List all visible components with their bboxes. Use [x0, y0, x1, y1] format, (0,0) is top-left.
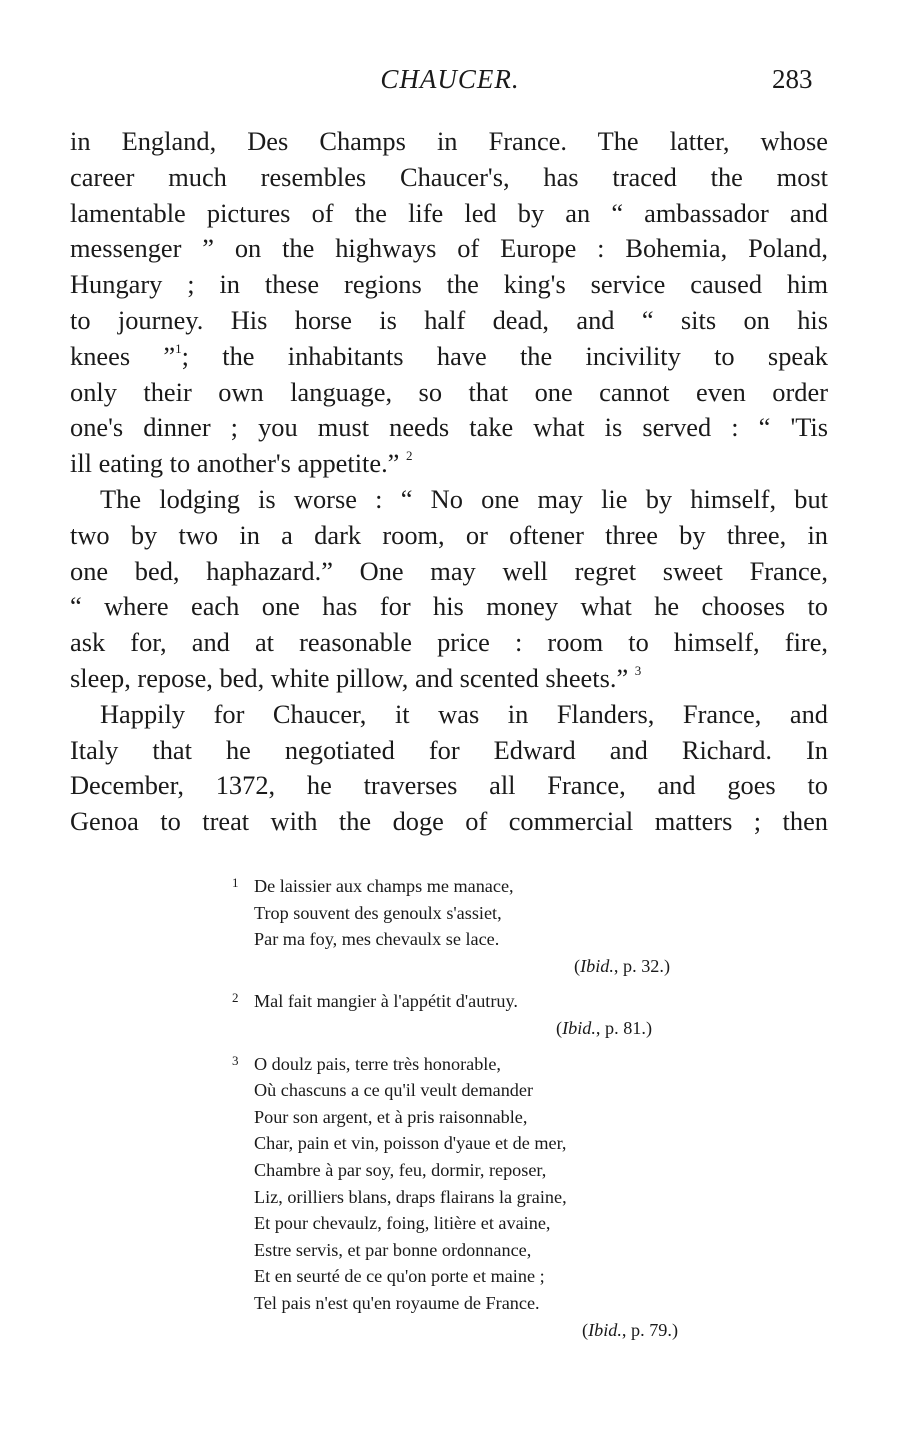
footnote-verse-line: Estre servis, et par bonne ordonnance, — [254, 1239, 532, 1260]
footnote-verse-line: Trop souvent des genoulx s'assiet, — [254, 902, 502, 923]
body-line-part: sleep, repose, bed, white pillow, and scented sheets.” — [70, 662, 629, 693]
footnote-citation — [232, 1317, 682, 1344]
cite-ibid: Ibid. — [562, 1017, 596, 1038]
footnote-2 — [232, 985, 682, 1041]
footnote-1 — [232, 870, 682, 979]
footnote-verse-line: Et en seurté de ce qu'on porte et maine ; — [254, 1266, 545, 1287]
footnote-verse-line: Tel pais n'est qu'en royaume de France. — [254, 1292, 540, 1313]
body-line: December, 1372, he traverses all France, and goes to — [70, 770, 828, 801]
paragraph-start-line: Happily for Chaucer, it was in Flanders, France, and — [100, 698, 828, 729]
footnotes — [232, 870, 682, 1349]
footnote-verse-line: Chambre à par soy, feu, dormir, reposer, — [254, 1159, 547, 1180]
footnote-citation — [232, 1015, 682, 1042]
footnote-verse-text: Mal fait mangier à l'appétit d'autruy. — [254, 991, 518, 1012]
footnote-citation — [232, 953, 682, 980]
cite-rest: , p. 81.) — [595, 1017, 652, 1038]
body-line: career much resembles Chaucer's, has traced the most — [70, 161, 828, 192]
footnote-verse-line: Et pour chevaulz, foing, litière et avaine, — [254, 1213, 551, 1234]
cite-rest: , p. 79.) — [621, 1319, 678, 1340]
cite-rest: , p. 32.) — [613, 955, 670, 976]
body-line — [70, 661, 828, 697]
body-line: ask for, and at reasonable price : room to himself, fire, — [70, 627, 828, 658]
body-line — [70, 446, 828, 482]
running-title: CHAUCER. — [380, 64, 520, 94]
footnote-mark: 2 — [232, 990, 239, 1006]
footnote-verse-line — [232, 985, 682, 1015]
footnote-verse-line: Pour son argent, et à pris raisonnable, — [254, 1106, 528, 1127]
body-line-part: knees ” — [70, 340, 176, 371]
body-line — [70, 339, 828, 375]
body-line: to journey. His horse is half dead, and “ sits on his — [70, 304, 828, 335]
cite-open: ( — [582, 1319, 589, 1340]
footnote-mark: 1 — [232, 875, 239, 890]
footnote-verse-line: Liz, orilliers blans, draps flairans la graine, — [254, 1186, 567, 1207]
body-line: only their own language, so that one cannot even order — [70, 376, 828, 407]
cite-open: ( — [574, 955, 581, 976]
footnote-verse-line — [232, 870, 682, 900]
footnote-3 — [232, 1048, 682, 1344]
body-line: one's dinner ; you must needs take what is served : “ 'Tis — [70, 412, 828, 443]
footnote-verse-line: Par ma foy, mes chevaulx se lace. — [254, 929, 500, 950]
body-line: messenger ” on the highways of Europe : Bohemia, Poland, — [70, 233, 828, 264]
cite-ibid: Ibid. — [588, 1319, 622, 1340]
body-line: in England, Des Champs in France. The latter, whose — [70, 126, 828, 156]
footnote-verse-line: Où chascuns a ce qu'il veult demander — [254, 1080, 534, 1101]
footnote-verse-text: De laissier aux champs me manace, — [254, 876, 514, 896]
body-line: “ where each one has for his money what he chooses to — [70, 591, 828, 622]
body-line-part: ill eating to another's appetite.” — [70, 448, 400, 479]
footnote-ref-1[interactable]: 1 — [175, 340, 182, 356]
body-line-part: ; the inhabitants have the incivility to speak — [181, 340, 829, 371]
body-line: Genoa to treat with the doge of commercial matters ; then — [70, 806, 828, 837]
cite-ibid: Ibid. — [580, 955, 614, 976]
cite-open: ( — [556, 1017, 563, 1038]
body-line: lamentable pictures of the life led by an “ ambassador and — [70, 197, 828, 228]
body-line: Hungary ; in these regions the king's service caused him — [70, 269, 828, 300]
footnote-verse-text: O doulz pais, terre très honorable, — [254, 1053, 501, 1074]
body-line: one bed, haphazard.” One may well regret sweet France, — [70, 555, 828, 586]
page-number: 283 — [772, 64, 813, 94]
paragraph-start-line: The lodging is worse : “ No one may lie by himself, but — [100, 483, 828, 514]
body-text — [70, 124, 828, 840]
body-line: Italy that he negotiated for Edward and Richard. In — [70, 734, 828, 765]
footnote-mark: 3 — [232, 1052, 239, 1068]
footnote-verse-line — [232, 1048, 682, 1078]
footnote-ref-3[interactable]: 3 — [634, 663, 642, 679]
body-line: two by two in a dark room, or oftener three by three, in — [70, 519, 828, 550]
footnote-verse-line: Char, pain et vin, poisson d'yaue et de mer, — [254, 1133, 567, 1154]
footnote-ref-2[interactable]: 2 — [406, 448, 413, 464]
